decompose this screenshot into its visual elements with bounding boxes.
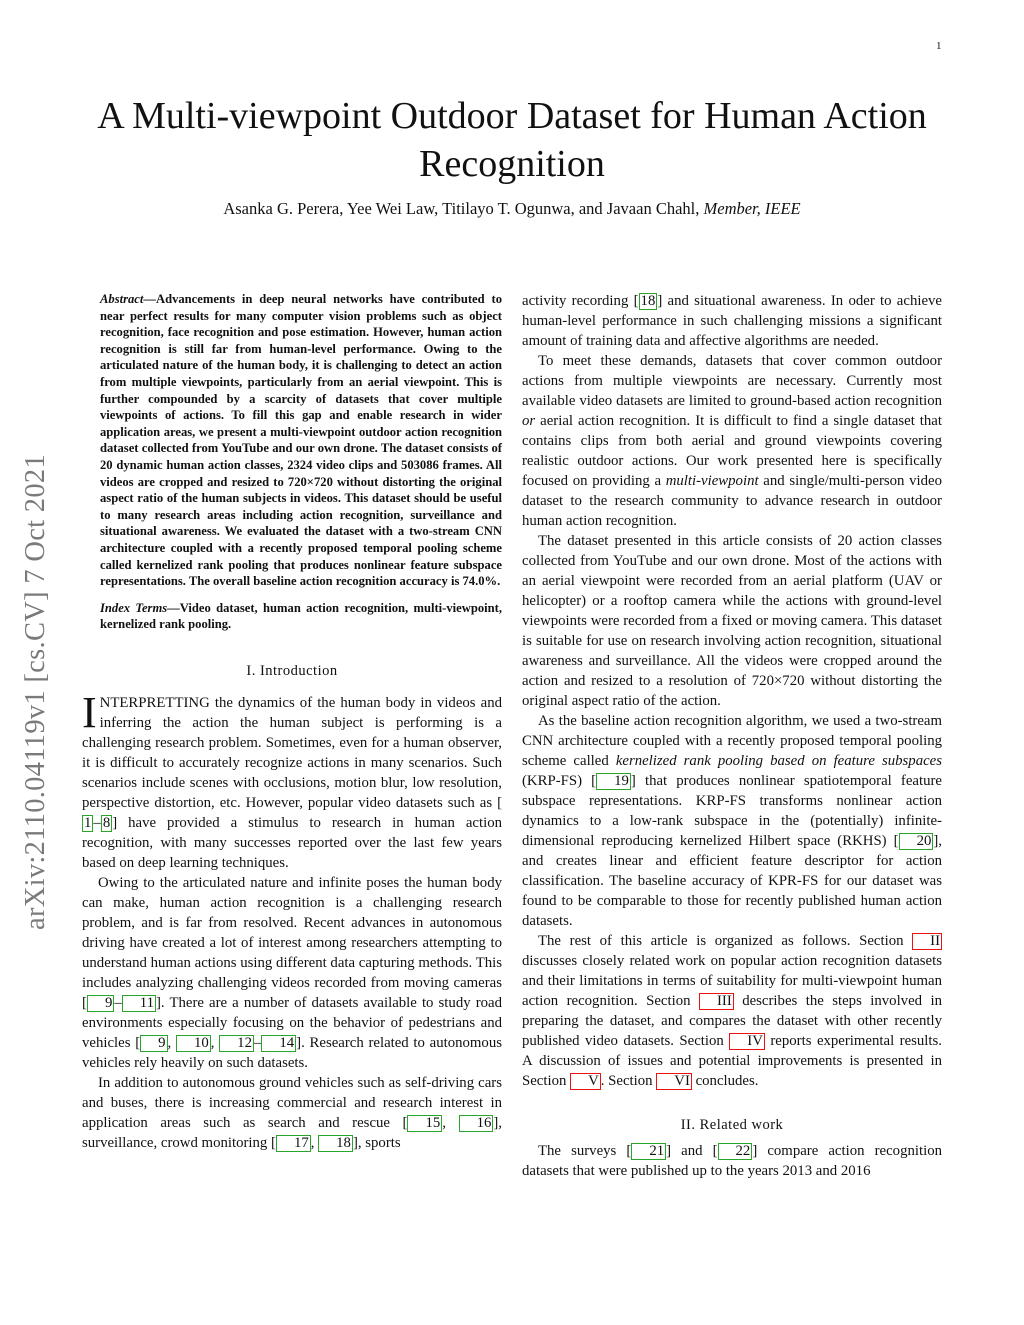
text-run: ], and creates linear and efficient feature descriptor for action classification. The baseline accuracy of KPR-FS for our dataset was found to be comparable to those for recently published human action datasets. — [522, 833, 942, 929]
text-run: – — [253, 1034, 262, 1051]
intro-paragraph-6 — [522, 531, 942, 711]
text-run: , — [210, 1034, 220, 1051]
text-run: The rest of this article is organized as follows. Section — [538, 933, 913, 949]
abstract-label: Abstract — [100, 292, 144, 306]
intro-paragraph-4 — [522, 291, 942, 351]
citation-link[interactable]: 17 — [276, 1135, 311, 1152]
text-run: concludes. — [691, 1073, 759, 1089]
emphasis: or — [522, 413, 536, 429]
text-run: ]. There are a number of datasets available to study road environments especially focusing on the behavior of pedestrians and vehicles [ — [82, 994, 502, 1051]
related-work-paragraph-1 — [522, 1141, 942, 1181]
drop-cap: I — [82, 687, 97, 737]
citation-link[interactable]: 9 — [140, 1035, 167, 1052]
emphasis: multi-viewpoint — [665, 473, 759, 489]
index-terms-text: —Video dataset, human action recognition, multi-viewpoint, kernelized rank pooling. — [100, 600, 502, 632]
intro-paragraph-1 — [82, 687, 502, 873]
text-run: , — [310, 1134, 319, 1151]
emphasis: kernelized rank pooling based on feature subspaces — [615, 753, 942, 769]
author-list — [60, 198, 964, 220]
right-column — [522, 291, 942, 1181]
section-link[interactable]: III — [699, 993, 734, 1010]
section-link[interactable]: VI — [656, 1073, 692, 1090]
citation-link[interactable]: 8 — [102, 814, 111, 831]
text-run: aerial action recognition. It is difficult to find a single dataset that contains clips from both aerial and ground viewpoints covering realistic outdoor actions. Our work presented here is specifically focused on providing a — [522, 413, 942, 489]
section-link[interactable]: V — [570, 1073, 601, 1090]
text-run: reports experimental results. A discussion of issues and potential improvements is presented in Section — [522, 1033, 942, 1089]
citation-link[interactable]: 11 — [122, 995, 156, 1012]
citation-link[interactable]: 9 — [87, 995, 114, 1012]
citation-link[interactable]: 18 — [640, 293, 656, 309]
author-names: Asanka G. Perera, Yee Wei Law, Titilayo T. Ogunwa, and Javaan Chahl, — [223, 199, 700, 218]
text-run: ] and [ — [666, 1143, 718, 1159]
abstract-text: —Advancements in deep neural networks have contributed to near perfect results for many computer vision problems such as object recognition, face recognition and pose estimation. However, human action recognition is still far from human-level performance. Owing to the articulated nature of the human body, it is challenging to detect an action from multiple viewpoints, particularly from an aerial viewpoint. This is further compounded by a scarcity of datasets that cover multiple viewpoints of actions. To fill this gap and enable research in wider application areas, we present a multi-viewpoint outdoor action recognition dataset collected from YouTube and our own drone. The dataset consists of 20 dynamic human action classes, 2324 video clips and 503086 frames. All videos are cropped and resized to 720×720 without distorting the original aspect ratio of the human subjects in videos. This dataset should be useful to many research areas including action recognition, surveillance and situational awareness. We evaluated the dataset with a two-stream CNN architecture coupled with a recently proposed temporal pooling scheme called kernelized rank pooling that produces nonlinear feature subspace representations. The overall baseline action recognition accuracy is 74.0%. — [100, 292, 502, 589]
text-run: ], sports — [352, 1134, 401, 1151]
citation-link[interactable]: 14 — [261, 1035, 296, 1052]
citation-link[interactable]: 21 — [631, 1143, 666, 1160]
citation-link[interactable]: 16 — [459, 1115, 494, 1132]
section-heading-introduction: I. Introduction — [246, 662, 338, 679]
text-run: ] that produces nonlinear spatiotemporal feature subspace representations. KRP-FS transforms nonlinear action dynamics to a low-rank subspace in the (potentially) infinite-dimensional reproducing kernelized Hilbert space (RKHS) [ — [522, 773, 942, 849]
abstract — [82, 291, 502, 590]
text-run: In addition to autonomous ground vehicles such as self-driving cars and buses, there is increasing commercial and research interest in application areas such as search and rescue [ — [82, 1074, 502, 1131]
left-column — [82, 291, 502, 1153]
citation-link[interactable]: 15 — [407, 1115, 442, 1132]
citation-link[interactable]: 1 — [84, 814, 92, 831]
text-run: ], surveillance, crowd monitoring [ — [82, 1114, 502, 1151]
text-run: . Section — [600, 1073, 657, 1089]
citation-link[interactable]: 12 — [219, 1035, 254, 1052]
text-run: (KRP-FS) [ — [522, 773, 597, 789]
section-link[interactable]: IV — [729, 1033, 765, 1050]
text-run: – — [93, 814, 101, 831]
text-run: ] compare action recognition datasets that were published up to the years 2013 and 2016 — [522, 1143, 942, 1179]
text-run: As the baseline action recognition algorithm, we used a two-stream CNN architecture coupled with a recently proposed temporal pooling scheme called — [522, 713, 942, 769]
text-run: discusses closely related work on popular action recognition datasets and their limitations in terms of suitability for multi-viewpoint human action recognition. Section — [522, 953, 942, 1009]
intro-paragraph-8 — [522, 931, 942, 1091]
text-run: – — [114, 994, 122, 1011]
text-run: The surveys [ — [538, 1143, 632, 1159]
arxiv-identifier: arXiv:2110.04119v1 [cs.CV] 7 Oct 2021 — [20, 453, 51, 930]
citation-link[interactable]: 22 — [718, 1143, 753, 1160]
section-link[interactable]: II — [912, 933, 942, 950]
section-heading-related-work: II. Related work — [680, 1117, 784, 1133]
page-number: 1 — [936, 40, 942, 52]
intro-paragraph-2 — [82, 873, 502, 1073]
text-run: NTERPRETTING the dynamics of the human body in videos and inferring the action the human subject is performing is a challenging research problem. Sometimes, even for a human observer, it is difficult to accurately recognize actions in many scenarios. Such scenarios include scenes with occlusions, motion blur, low resolution, perspective distortion, etc. However, popular video datasets such as [ — [82, 694, 502, 811]
author-membership: Member, IEEE — [703, 199, 801, 218]
text-run: ]. Research related to autonomous vehicles rely heavily on such datasets. — [82, 1034, 502, 1071]
text-run: ] and situational awareness. In oder to achieve human-level performance in such challenging missions a significant amount of training data and affective algorithms are needed. — [522, 293, 942, 349]
text-run: describes the steps involved in preparing the dataset, and compares the dataset with other recently published video datasets. Section — [522, 993, 942, 1049]
index-terms-label: Index Terms — [100, 600, 168, 615]
text-run: , — [167, 1034, 176, 1051]
citation-link[interactable]: 20 — [899, 833, 934, 850]
text-run: To meet these demands, datasets that cover common outdoor actions from multiple viewpoints are necessary. Currently most available video datasets are limited to ground-based action recognition — [522, 353, 942, 409]
text-run: Owing to the articulated nature and infinite poses the human body can make, human action recognition is a challenging research problem, and is far from resolved. Recent advances in autonomous driving have created a lot of interest among researchers attempting to understand human actions using different data capturing methods. This includes analyzing challenging videos recorded from moving cameras [ — [82, 874, 502, 1011]
intro-paragraph-5 — [522, 351, 942, 531]
paper-title: A Multi-viewpoint Outdoor Dataset for Human Action Recognition — [97, 95, 927, 185]
index-terms — [82, 600, 502, 633]
text-run: , — [442, 1114, 459, 1131]
intro-paragraph-7 — [522, 711, 942, 931]
citation-link[interactable]: 18 — [318, 1135, 353, 1152]
intro-paragraph-3 — [82, 1073, 502, 1153]
text-run: ] have provided a stimulus to research in human action recognition, with many successes reported over the last few years based on deep learning techniques. — [82, 814, 502, 871]
citation-link[interactable]: 10 — [176, 1035, 211, 1052]
text-run: and single/multi-person video dataset to the research community to advance research in outdoor human action recognition. — [522, 473, 942, 529]
text-run: activity recording [ — [522, 293, 639, 309]
citation-link[interactable]: 19 — [596, 773, 631, 790]
text-run: The dataset presented in this article consists of 20 action classes collected from YouTube and our own drone. Most of the actions with an aerial viewpoint were recorded from an aerial platform (UAV or helicopter) or a rooftop camera while the actions with ground-level viewpoints were recorded from a fixed or moving camera. This dataset is suitable for use on research involving action recognition, situational awareness and surveillance. All the videos were cropped around the action and resized to a resolution of 720×720 without distorting the original aspect ratio of the action. — [522, 533, 942, 709]
